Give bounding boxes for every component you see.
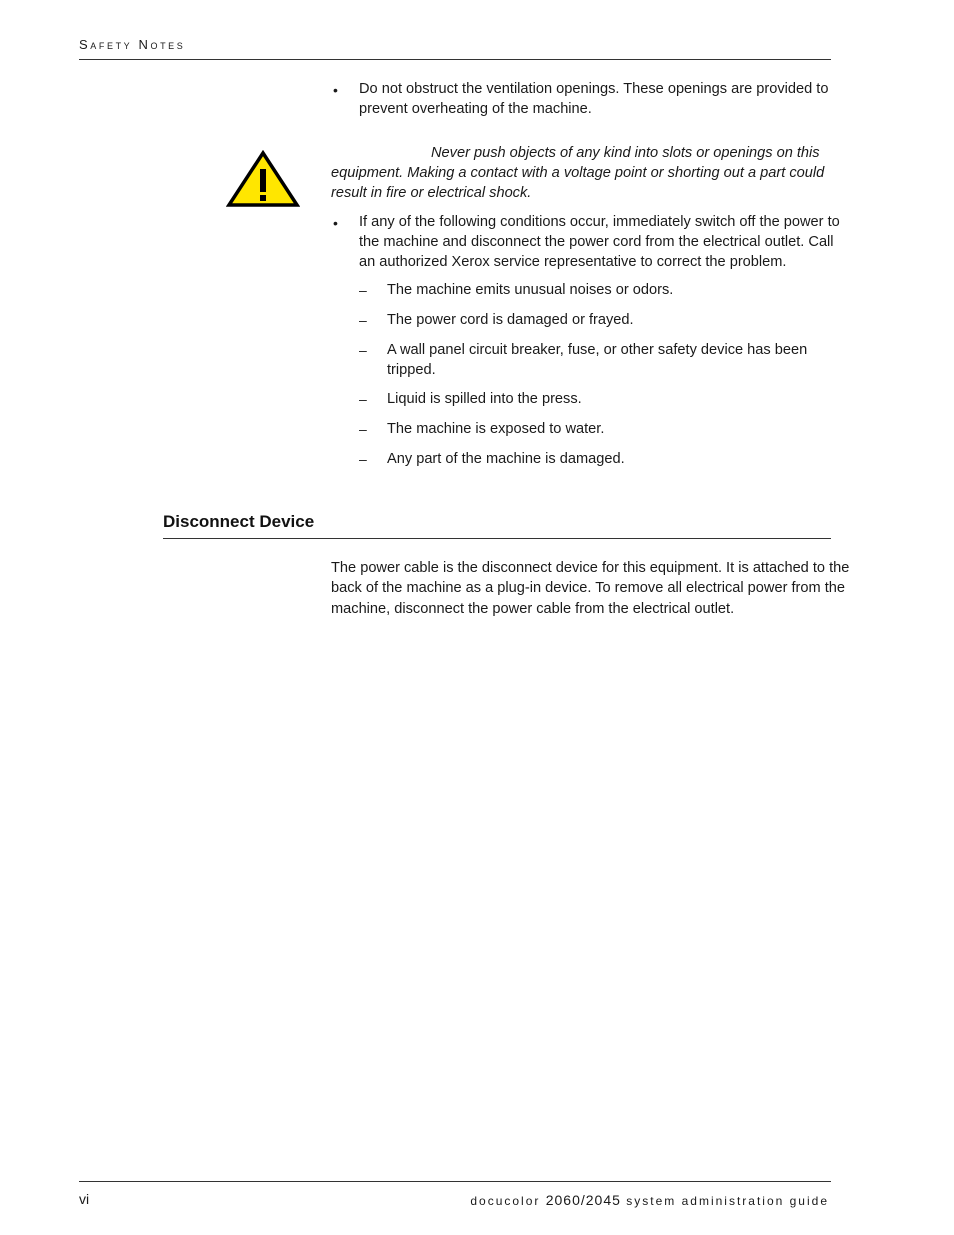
dash-marker: – bbox=[359, 391, 367, 407]
running-header: Safety Notes bbox=[79, 37, 186, 52]
section-body-line2: back of the machine as a plug-in device. To remove all electrical power from the bbox=[331, 580, 846, 596]
section-heading: Disconnect Device bbox=[163, 512, 315, 531]
page-number: vi bbox=[79, 1191, 90, 1207]
guide-title-number: 2060/2045 bbox=[545, 1192, 621, 1208]
condition-item-continued: tripped. bbox=[387, 362, 436, 378]
bullet-ventilation-line2: prevent overheating of the machine. bbox=[359, 101, 592, 117]
guide-title-prefix: docucolor bbox=[470, 1194, 546, 1208]
condition-item: The machine is exposed to water. bbox=[387, 421, 605, 437]
section-body-line3: machine, disconnect the power cable from the electrical outlet. bbox=[331, 601, 735, 617]
condition-item: The power cord is damaged or frayed. bbox=[387, 312, 634, 328]
warning-triangle-icon bbox=[226, 150, 300, 208]
bullet-ventilation-line1: Do not obstruct the ventilation openings. These openings are provided to bbox=[359, 81, 829, 97]
bullet-conditions-line1: If any of the following conditions occur, immediately switch off the power to bbox=[359, 214, 840, 230]
condition-item: Liquid is spilled into the press. bbox=[387, 391, 582, 407]
bullet-conditions-line2: the machine and disconnect the power cord from the electrical outlet. Call bbox=[359, 234, 834, 250]
footer-rule bbox=[79, 1181, 831, 1182]
condition-item: A wall panel circuit breaker, fuse, or other safety device has been bbox=[387, 342, 808, 358]
dash-marker: – bbox=[359, 421, 367, 437]
section-rule bbox=[163, 538, 831, 539]
bullet-marker: • bbox=[333, 215, 338, 231]
header-rule bbox=[79, 59, 831, 60]
dash-marker: – bbox=[359, 312, 367, 328]
bullet-marker: • bbox=[333, 82, 338, 98]
warning-text-line2: equipment. Making a contact with a voltage point or shorting out a part could bbox=[331, 165, 825, 181]
warning-text-line3: result in fire or electrical shock. bbox=[331, 185, 532, 201]
warning-text-line1: Never push objects of any kind into slots or openings on this bbox=[431, 145, 820, 161]
guide-title bbox=[470, 1192, 829, 1208]
dash-marker: – bbox=[359, 342, 367, 358]
section-body-line1: The power cable is the disconnect device for this equipment. It is attached to the bbox=[331, 560, 850, 576]
bullet-conditions-line3: an authorized Xerox service representative to correct the problem. bbox=[359, 254, 787, 270]
dash-marker: – bbox=[359, 282, 367, 298]
dash-marker: – bbox=[359, 451, 367, 467]
condition-item: Any part of the machine is damaged. bbox=[387, 451, 625, 467]
condition-item: The machine emits unusual noises or odors. bbox=[387, 282, 674, 298]
guide-title-suffix: system administration guide bbox=[620, 1194, 829, 1208]
